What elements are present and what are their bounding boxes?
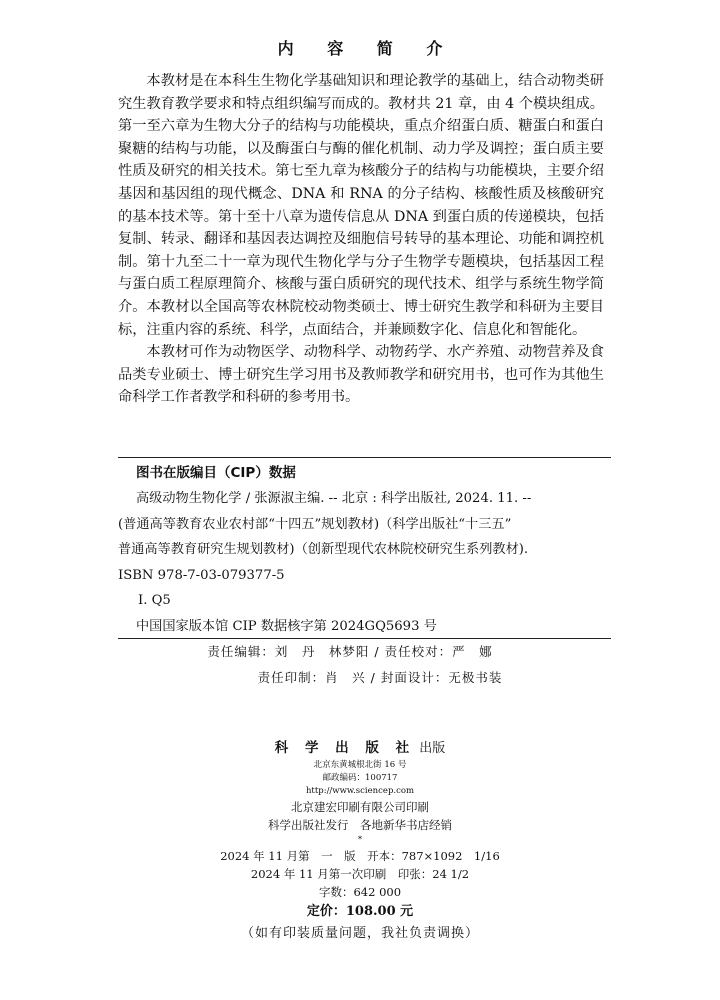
cip-line-2: (普通高等教育农业农村部“十四五”规划教材)（科学出版社“十三五” — [118, 516, 512, 532]
cip-line-3: 普通高等教育研究生规划教材)（创新型现代农林院校研究生系列教材). — [118, 542, 529, 557]
separator-star: * — [357, 835, 363, 845]
printer-line: 北京建宏印刷有限公司印刷 — [291, 800, 429, 814]
publisher-website: http://www.sciencep.com — [305, 786, 415, 796]
cip-block — [118, 486, 611, 639]
distribution-line: 科学出版社发行 各地新华书店经销 — [268, 818, 452, 832]
cip-line-1: 高级动物生物化学 / 张源淑主编. -- 北京 : 科学出版社, 2024. 11. -- — [136, 491, 532, 506]
abstract-paragraph-2: 本教材可作为动物医学、动物科学、动物药学、水产养殖、动物营养及食品类专业硕士、博士研究生学习用书及教师教学和研究用书，也可作为其他生命科学工作者教学和科研的参考用书。 — [118, 344, 604, 406]
publisher-postcode: 邮政编码：100717 — [322, 773, 398, 783]
printing-line: 2024 年 11 月第一次印刷 印张：24 1/2 — [250, 867, 470, 881]
abstract — [118, 70, 604, 409]
publisher-name: 科 学 出 版 社 — [274, 740, 416, 756]
imprint-block — [0, 738, 720, 945]
editor-credits: 责任编辑：刘 丹 林梦阳 / 责任校对：严 娜 — [207, 644, 493, 659]
edition-line: 2024 年 11 月第 一 版 开本：787×1092 1/16 — [220, 849, 500, 863]
publisher-address: 北京东黄城根北街 16 号 — [313, 760, 407, 770]
cip-classification: Ⅰ. Q5 — [138, 593, 171, 608]
production-credits: 责任印制：肖 兴 / 封面设计：无极书装 — [257, 670, 503, 685]
publisher-line — [0, 738, 720, 759]
page-title: 内 容 简 介 — [277, 39, 457, 58]
cip-bottom-rule — [118, 638, 611, 639]
cip-top-rule — [118, 457, 611, 458]
word-count: 字数：642 000 — [318, 885, 402, 899]
cip-record-number: 中国国家版本馆 CIP 数据核字第 2024GQ5693 号 — [136, 618, 437, 634]
publisher-suffix: 出版 — [419, 741, 446, 756]
quality-notice: （如有印装质量问题，我社负责调换） — [240, 926, 479, 941]
abstract-paragraph-1: 本教材是在本科生生物化学基础知识和理论教学的基础上，结合动物类研究生教育教学要求和特点组织编写而成的。教材共 21 章，由 4 个模块组成。第一至六章为生物大分子的结构与功能模块，重点介绍蛋白质、糖蛋白和蛋白聚糖的结构与功能，以及酶蛋白与酶的催化机制、动力学及调控；蛋白质主要性质及研究的相关技术。第七至九章为核酸分子的结构与功能模块，主要介绍基因和基因组的现代概念、DNA 和 RNA 的分子结构、核酸性质及核酸研究的基本技术等。第十至十八章为遗传信息从 DNA 到蛋白质的传递模块，包括复制、转录、翻译和基因表达调控及细胞信号转导的基本理论、功能和调控机制。第十九至二十一章为现代生物化学与分子生物学专题模块，包括基因工程与蛋白质工程原理简介、核酸与蛋白质研究的现代技术、组学与系统生物学简介。本教材以全国高等农林院校动物类硕士、博士研究生教学和科研为主要目标，注重内容的系统、科学，点面结合，并兼顾数字化、信息化和智能化。 — [118, 73, 604, 338]
price: 定价：108.00 元 — [306, 904, 414, 919]
cip-heading: 图书在版编目（CIP）数据 — [136, 465, 296, 481]
cip-isbn: ISBN 978-7-03-079377-5 — [118, 567, 285, 583]
